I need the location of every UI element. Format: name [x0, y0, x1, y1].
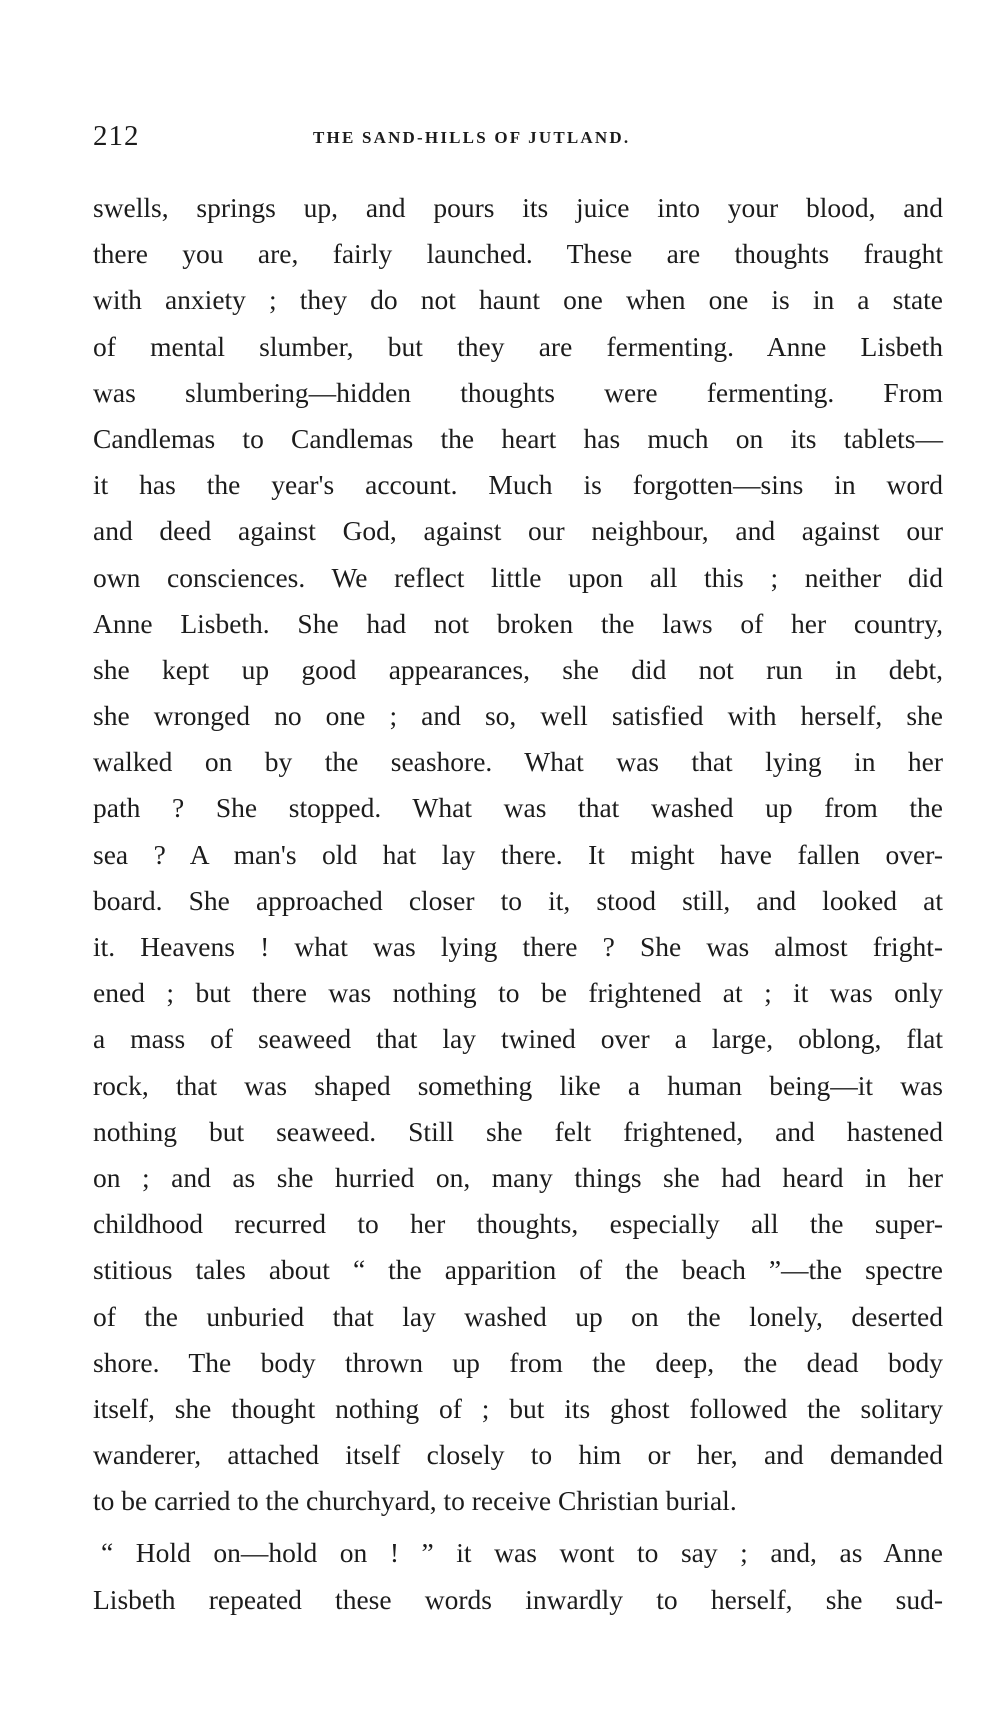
text-line: stitious tales about “ the apparition of the beach ”—the spectre — [93, 1254, 943, 1286]
text-line: a mass of seaweed that lay twined over a large, oblong, flat — [93, 1023, 943, 1055]
text-line: walked on by the seashore. What was that lying in her — [93, 746, 943, 778]
body-text — [93, 185, 943, 1623]
text-line: Anne Lisbeth. She had not broken the laws of her country, — [93, 607, 943, 639]
text-line: Candlemas to Candlemas the heart has much on its tablets— — [93, 422, 943, 454]
text-line: of the unburied that lay washed up on the lonely, deserted — [93, 1300, 943, 1332]
text-line: wanderer, attached itself closely to him or her, and demanded — [93, 1439, 943, 1471]
text-line: rock, that was shaped something like a human being—it was — [93, 1069, 943, 1101]
text-line: she kept up good appearances, she did not run in debt, — [93, 653, 943, 685]
text-line: was slumbering—hidden thoughts were fermenting. From — [93, 376, 943, 408]
text-line: ened ; but there was nothing to be frightened at ; it was only — [93, 977, 943, 1009]
text-line: she wronged no one ; and so, well satisfied with herself, she — [93, 700, 943, 732]
text-line: own consciences. We reflect little upon all this ; neither did — [93, 561, 943, 593]
text-line: of mental slumber, but they are fermenting. Anne Lisbeth — [93, 330, 943, 362]
text-line: path ? She stopped. What was that washed up from the — [93, 792, 943, 824]
text-line: sea ? A man's old hat lay there. It might have fallen over- — [93, 838, 943, 870]
text-line: it has the year's account. Much is forgotten—sins in word — [93, 469, 943, 501]
page-number: 212 — [93, 120, 140, 152]
text-line: board. She approached closer to it, stood still, and looked at — [93, 884, 943, 916]
text-line: swells, springs up, and pours its juice into your blood, and — [93, 192, 943, 223]
text-line: there you are, fairly launched. These are thoughts fraught — [93, 238, 943, 270]
text-line: and deed against God, against our neighbour, and against our — [93, 515, 943, 547]
text-line: “ Hold on—hold on ! ” it was wont to say ; and, as Anne — [101, 1537, 943, 1569]
text-line: itself, she thought nothing of ; but its ghost followed the solitary — [93, 1392, 943, 1424]
text-line: it. Heavens ! what was lying there ? She was almost fright- — [93, 931, 943, 962]
running-head: THE SAND-HILLS OF JUTLAND. — [313, 128, 631, 147]
text-line: nothing but seaweed. Still she felt frightened, and hastened — [93, 1115, 943, 1147]
page-header — [93, 120, 943, 160]
text-line: childhood recurred to her thoughts, especially all the super- — [93, 1208, 943, 1240]
text-line: on ; and as she hurried on, many things she had heard in her — [93, 1161, 943, 1193]
text-line: to be carried to the churchyard, to receive Christian burial. — [93, 1485, 737, 1517]
text-line: Lisbeth repeated these words inwardly to herself, she sud- — [93, 1583, 943, 1615]
text-line: with anxiety ; they do not haunt one when one is in a state — [93, 284, 943, 316]
text-line: shore. The body thrown up from the deep, the dead body — [93, 1346, 943, 1378]
